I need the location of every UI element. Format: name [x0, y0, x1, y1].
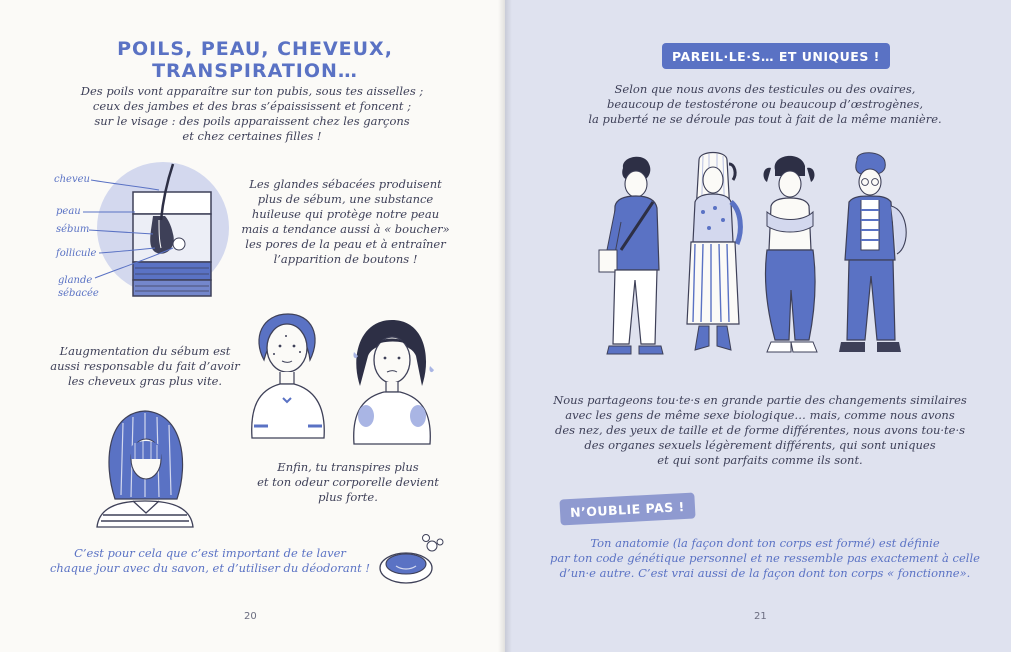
sebum-line: les cheveux gras plus vite. [67, 374, 223, 388]
hygiene-line: C’est pour cela que c’est important de te laver [74, 546, 346, 560]
section-heading: PAREIL·LE·S… ET UNIQUES ! [662, 43, 890, 69]
sweat-odor-text [248, 460, 448, 505]
right-intro-text [565, 82, 965, 127]
hygiene-advice-text [40, 546, 380, 576]
right-body-text [540, 393, 980, 468]
intro-line: Des poils vont apparaître sur ton pubis, sous tes aisselles ; [80, 84, 424, 98]
right-intro-line: la puberté ne se déroule pas tout à fait de la même manière. [588, 112, 942, 126]
hygiene-line: chaque jour avec du savon, et d’utiliser du déodorant ! [49, 561, 371, 575]
label-sebacee: sébacée [58, 288, 99, 299]
label-follicule: follicule [56, 248, 97, 259]
glands-line: huileuse qui protège notre peau [251, 207, 440, 221]
right-page [505, 0, 1011, 652]
sweat-line: plus forte. [318, 490, 378, 504]
teen-acne-illustration [246, 308, 330, 440]
note-line: Ton anatomie (la façon dont ton corps est formé) est définie [590, 536, 940, 550]
intro-line: ceux des jambes et des bras s’épaississent et foncent ; [92, 99, 412, 113]
label-peau: peau [56, 206, 81, 217]
glands-line: l’apparition de boutons ! [273, 252, 418, 266]
right-intro-line: beaucoup de testostérone ou beaucoup d’œstrogènes, [606, 97, 923, 111]
glands-line: les pores de la peau et à entraîner [245, 237, 446, 251]
teen-2-figure [687, 153, 740, 351]
body-line: des nez, des yeux de taille et de forme différentes, nous avons tou·te·s [554, 423, 966, 437]
intro-line: sur le visage : des poils apparaissent chez les garçons [94, 114, 410, 128]
page-number-left: 20 [244, 611, 257, 622]
glands-line: plus de sébum, une substance [257, 192, 434, 206]
body-line: et qui sont parfaits comme ils sont. [657, 453, 863, 467]
teen-3-figure [764, 156, 817, 352]
note-line: par ton code génétique personnel et ne ressemble pas exactement à celle [550, 551, 980, 565]
intro-line: et chez certaines filles ! [182, 129, 322, 143]
sweat-line: et ton odeur corporelle devient [257, 475, 439, 489]
label-glande: glande [58, 275, 93, 286]
page-number-right: 21 [754, 611, 767, 622]
body-line: avec les gens de même sexe biologique… mais, comme nous avons [565, 408, 955, 422]
note-line: d’un·e autre. C’est vrai aussi de la façon dont ton corps « fonctionne». [559, 566, 971, 580]
sweat-line: Enfin, tu transpires plus [277, 460, 419, 474]
teen-4-figure [839, 153, 906, 352]
note-tag: N’OUBLIE PAS ! [559, 492, 695, 525]
sebum-line: aussi responsable du fait d’avoir [50, 359, 240, 373]
four-teens-illustration [591, 150, 931, 370]
note-text [545, 536, 985, 581]
left-page [0, 0, 505, 652]
teen-sweat-illustration [346, 316, 438, 446]
soap-icon [378, 530, 450, 588]
intro-text [62, 84, 442, 144]
greasy-hair-teen-illustration [93, 403, 199, 527]
label-cheveu: cheveu [54, 174, 90, 185]
body-line: des organes sexuels légèrement différents, qui sont uniques [584, 438, 936, 452]
teen-1-figure [599, 157, 663, 354]
body-line: Nous partageons tou·te·s en grande partie des changements similaires [553, 393, 967, 407]
right-intro-line: Selon que nous avons des testicules ou des ovaires, [614, 82, 916, 96]
sebaceous-glands-text [238, 177, 453, 267]
label-sebum: sébum [56, 224, 90, 235]
page-title: POILS, PEAU, CHEVEUX, TRANSPIRATION… [117, 38, 393, 82]
book-gutter [498, 0, 512, 652]
glands-line: mais a tendance aussi à « boucher» [241, 222, 450, 236]
sebum-line: L’augmentation du sébum est [59, 344, 231, 358]
glands-line: Les glandes sébacées produisent [249, 177, 442, 191]
sebum-increase-text [45, 344, 245, 389]
